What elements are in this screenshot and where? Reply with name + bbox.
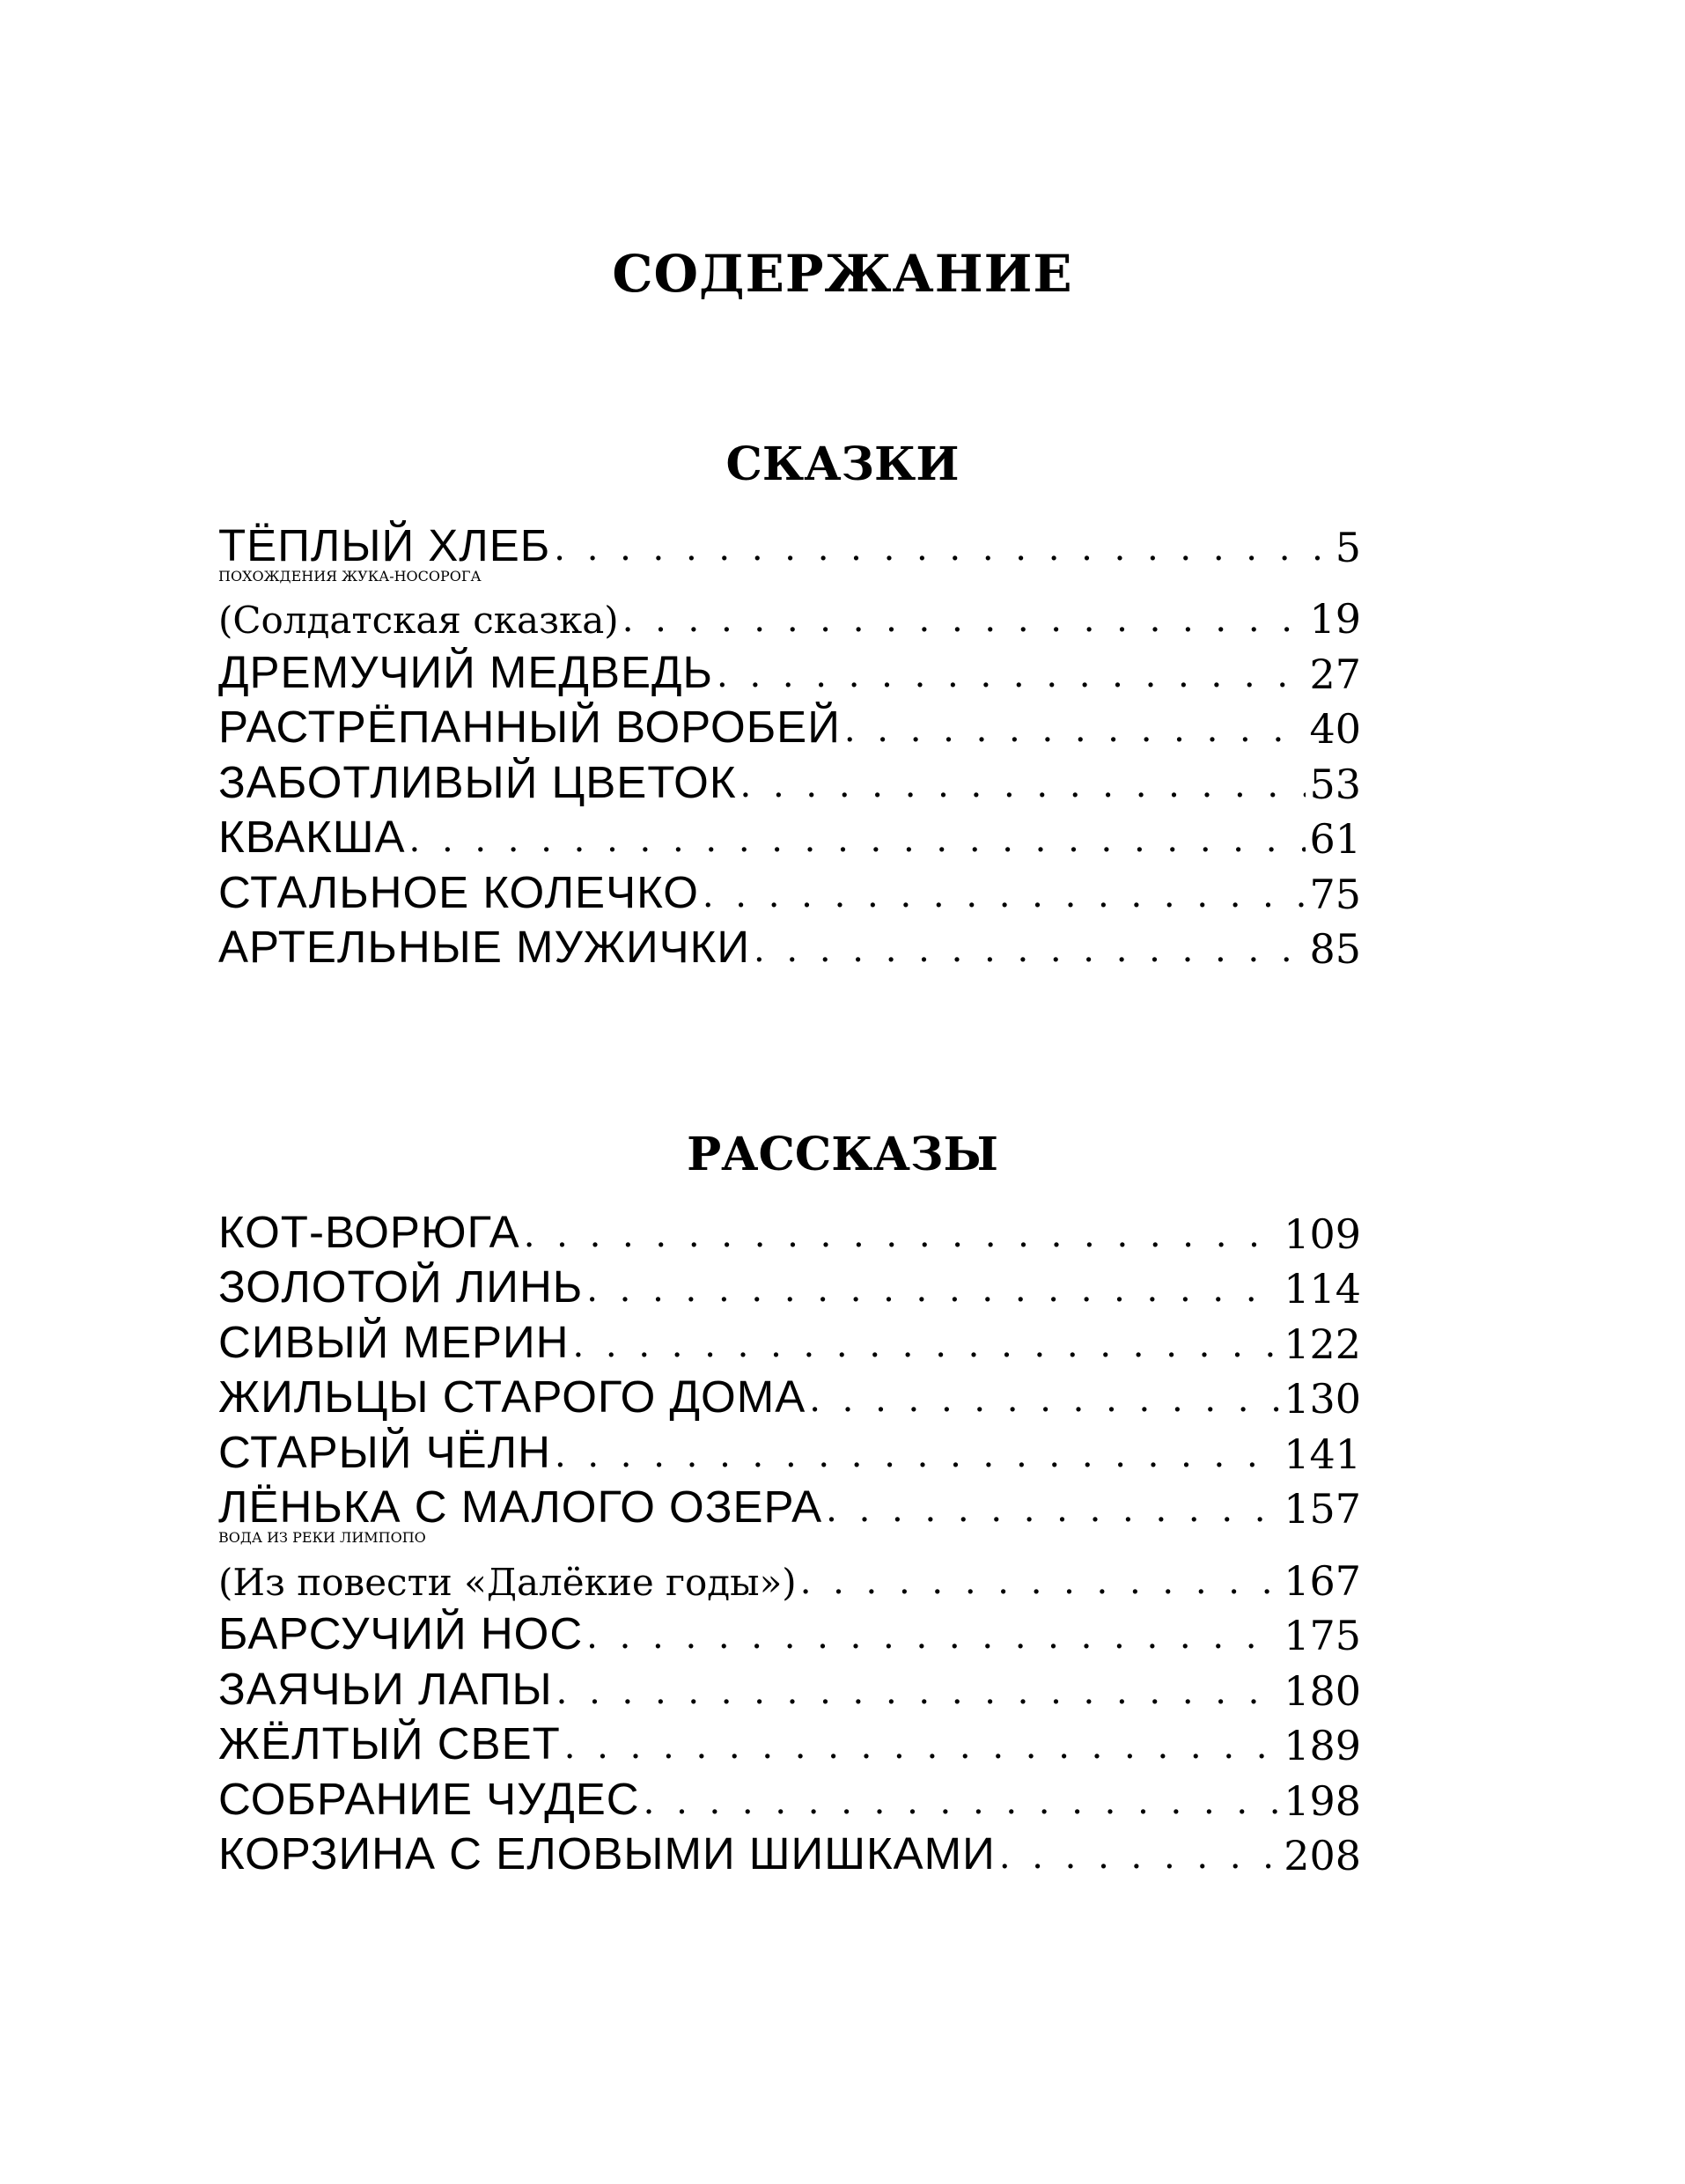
toc-entry[interactable]: [218, 1711, 1361, 1767]
toc-entry[interactable]: [218, 1546, 1361, 1605]
toc-entry[interactable]: [218, 1601, 1361, 1657]
toc-entry-page: 141: [1284, 1430, 1361, 1478]
dot-leader: [800, 1564, 1281, 1601]
dot-leader: [644, 1776, 1281, 1821]
toc-entry[interactable]: [218, 639, 1361, 698]
page-title: СОДЕРЖАНИЕ: [612, 244, 1073, 304]
toc-entry-page: 122: [1284, 1320, 1361, 1368]
toc-entry-page: 180: [1284, 1666, 1361, 1715]
toc-entry-page: 157: [1284, 1485, 1361, 1533]
toc-entry-page: 61: [1309, 815, 1361, 863]
dot-leader: [754, 924, 1306, 969]
toc-entry-page: 40: [1309, 705, 1361, 753]
toc-entry-title: ЗОЛОТОЙ ЛИНЬ: [218, 1261, 584, 1312]
toc-entry[interactable]: [218, 512, 1361, 571]
toc-entry-page: 130: [1284, 1375, 1361, 1423]
toc-entry[interactable]: [218, 1309, 1361, 1368]
toc-entry[interactable]: [218, 1364, 1361, 1423]
toc-list-skazki: [218, 512, 1361, 973]
toc-entry[interactable]: [218, 1656, 1361, 1715]
toc-entry-title: ЖИЛЬЦЫ СТАРОГО ДОМА: [218, 1371, 806, 1422]
toc-entry-title[interactable]: ВОДА ИЗ РЕКИ ЛИМПОПО: [218, 1529, 426, 1546]
dot-leader: [703, 870, 1306, 915]
toc-entry[interactable]: [218, 1766, 1361, 1825]
toc-entry-title: СИВЫЙ МЕРИН: [218, 1316, 570, 1367]
toc-entry[interactable]: [218, 805, 1361, 863]
toc-entry-title: ЗАБОТЛИВЫЙ ЦВЕТОК: [218, 756, 737, 807]
toc-entry-page: 75: [1309, 870, 1361, 918]
toc-entry[interactable]: [218, 1254, 1361, 1313]
toc-entry[interactable]: [218, 1474, 1361, 1533]
toc-entry-page: 189: [1284, 1722, 1361, 1769]
toc-entry-subtitle: (Солдатская сказка): [218, 599, 619, 642]
toc-entry[interactable]: [218, 915, 1361, 973]
toc-list-rasskazy: [218, 1199, 1361, 1879]
toc-entry-page: 53: [1309, 760, 1361, 808]
toc-entry-title: КОРЗИНА С ЕЛОВЫМИ ШИШКАМИ: [218, 1828, 996, 1879]
dot-leader: [409, 814, 1306, 859]
dot-leader: [524, 1210, 1280, 1254]
dot-leader: [555, 1430, 1280, 1474]
toc-entry-title[interactable]: ПОХОЖДЕНИЯ ЖУКА-НОСОРОГА: [218, 567, 482, 585]
toc-entry[interactable]: [218, 695, 1361, 753]
toc-entry-title: ЗАЯЧЬИ ЛАПЫ: [218, 1663, 553, 1714]
toc-entry[interactable]: [218, 859, 1361, 918]
toc-entry-title: АРТЕЛЬНЫЕ МУЖИЧКИ: [218, 922, 750, 972]
toc-entry-title: ЛЁНЬКА С МАЛОГО ОЗЕРА: [218, 1482, 823, 1532]
dot-leader: [556, 1666, 1281, 1711]
toc-entry-page: 5: [1335, 523, 1361, 571]
toc-entry[interactable]: [218, 749, 1361, 808]
toc-entry-title: КОТ-ВОРЮГА: [218, 1206, 520, 1257]
dot-leader: [572, 1320, 1280, 1364]
toc-entry-title: РАСТРЁПАННЫЙ ВОРОБЕЙ: [218, 702, 841, 752]
toc-entry-page: 27: [1309, 650, 1361, 698]
toc-entry-page: 19: [1309, 595, 1361, 643]
dot-leader: [554, 523, 1331, 568]
dot-leader: [717, 650, 1306, 695]
toc-entry-title: ДРЕМУЧИЙ МЕДВЕДЬ: [218, 646, 714, 697]
toc-entry[interactable]: [218, 1199, 1361, 1258]
dot-leader: [999, 1831, 1280, 1876]
toc-entry-title: ТЁПЛЫЙ ХЛЕБ: [218, 519, 551, 570]
toc-entry-page: 109: [1284, 1210, 1361, 1258]
dot-leader: [586, 1611, 1280, 1656]
toc-entry-page: 85: [1309, 925, 1361, 973]
toc-entry-title: ЖЁЛТЫЙ СВЕТ: [218, 1718, 561, 1769]
toc-entry-page: 198: [1284, 1776, 1361, 1825]
section-heading-rasskazy: РАССКАЗЫ: [687, 1128, 998, 1181]
dot-leader: [622, 602, 1306, 639]
toc-entry-title: СТАЛЬНОЕ КОЛЕЧКО: [218, 866, 699, 917]
toc-entry[interactable]: [218, 1821, 1361, 1877]
toc-entry[interactable]: [218, 1419, 1361, 1478]
dot-leader: [740, 760, 1306, 805]
section-heading-skazki: СКАЗКИ: [725, 438, 960, 491]
dot-leader: [809, 1374, 1280, 1419]
dot-leader: [564, 1721, 1280, 1766]
dot-leader: [826, 1484, 1280, 1529]
toc-entry-title: КВАКША: [218, 812, 406, 862]
toc-entry-title: СОБРАНИЕ ЧУДЕС: [218, 1773, 640, 1824]
dot-leader: [844, 704, 1306, 749]
toc-entry-title: СТАРЫЙ ЧЁЛН: [218, 1426, 551, 1477]
toc-entry-subtitle: (Из повести «Далёкие годы»): [218, 1560, 797, 1604]
toc-entry[interactable]: [218, 585, 1361, 643]
toc-entry-page: 208: [1284, 1832, 1361, 1879]
dot-leader: [586, 1264, 1280, 1309]
toc-entry-page: 114: [1284, 1265, 1361, 1313]
toc-entry-page: 167: [1284, 1556, 1361, 1605]
toc-entry-title: БАРСУЧИЙ НОС: [218, 1608, 584, 1658]
toc-entry-page: 175: [1284, 1612, 1361, 1659]
